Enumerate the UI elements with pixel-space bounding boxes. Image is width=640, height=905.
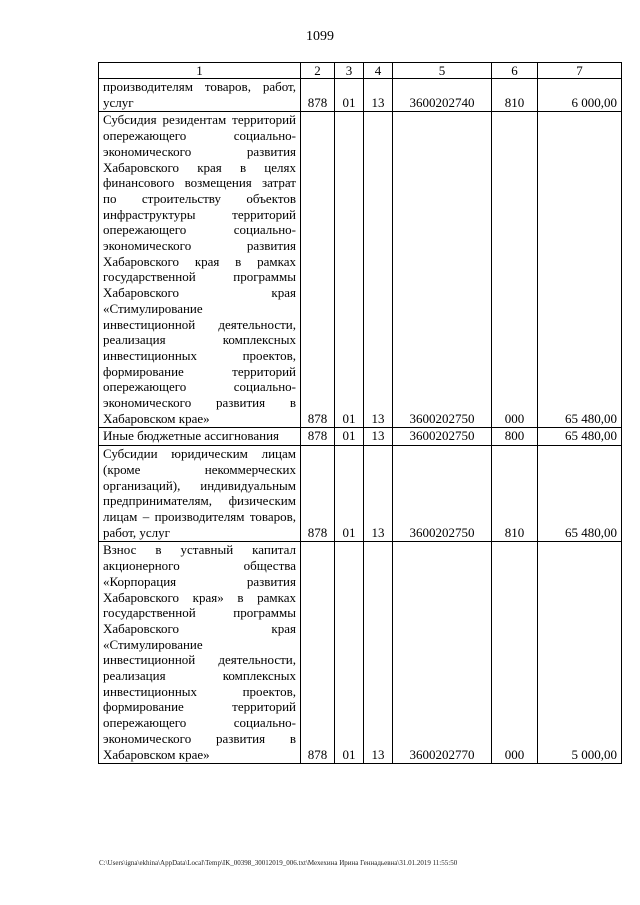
cell-code-6: 000 <box>492 112 538 428</box>
cell-code-5: 3600202770 <box>393 542 492 764</box>
cell-code-4: 13 <box>364 542 393 764</box>
cell-amount: 6 000,00 <box>538 79 622 112</box>
column-header-5: 5 <box>393 63 492 79</box>
table-row <box>99 446 622 542</box>
table-row <box>99 112 622 428</box>
cell-code-2: 878 <box>301 446 335 542</box>
column-header-6: 6 <box>492 63 538 79</box>
cell-code-5: 3600202750 <box>393 112 492 428</box>
cell-code-4: 13 <box>364 428 393 446</box>
cell-code-6: 800 <box>492 428 538 446</box>
cell-code-3: 01 <box>335 428 364 446</box>
column-header-2: 2 <box>301 63 335 79</box>
table-row <box>99 428 622 446</box>
cell-amount: 65 480,00 <box>538 446 622 542</box>
table-row <box>99 79 622 112</box>
cell-code-4: 13 <box>364 79 393 112</box>
cell-code-3: 01 <box>335 446 364 542</box>
header-row <box>99 63 622 79</box>
cell-code-5: 3600202750 <box>393 428 492 446</box>
row-description: Иные бюджетные ассигнования <box>99 428 301 446</box>
cell-code-2: 878 <box>301 79 335 112</box>
cell-code-2: 878 <box>301 428 335 446</box>
cell-code-3: 01 <box>335 542 364 764</box>
row-description: производителям товаров, работ, услуг <box>99 79 301 112</box>
cell-amount: 65 480,00 <box>538 428 622 446</box>
row-description: Субсидии юридическим лицам (кроме некоммерческих организаций), индивидуальным предпринимателям, физическим лицам – производителям товаров, работ, услуг <box>99 446 301 542</box>
cell-code-5: 3600202750 <box>393 446 492 542</box>
cell-amount: 65 480,00 <box>538 112 622 428</box>
cell-code-4: 13 <box>364 446 393 542</box>
column-header-4: 4 <box>364 63 393 79</box>
budget-table <box>98 62 622 764</box>
cell-code-4: 13 <box>364 112 393 428</box>
cell-code-2: 878 <box>301 112 335 428</box>
page-number: 1099 <box>306 29 334 44</box>
cell-code-6: 810 <box>492 79 538 112</box>
row-description: Взнос в уставный капитал акционерного общества «Корпорация развития Хабаровского края» в рамках государственной программы Хабаровского края «Стимулирование инвестиционной деятельности, реализация комплексных инвестиционных проектов, формирование территорий опережающего социально-экономического развития в Хабаровском крае» <box>99 542 301 764</box>
cell-code-6: 810 <box>492 446 538 542</box>
column-header-7: 7 <box>538 63 622 79</box>
column-header-1: 1 <box>99 63 301 79</box>
row-description: Субсидия резидентам территорий опережающего социально-экономического развития Хабаровского края в целях финансового возмещения затрат по строительству объектов инфраструктуры территорий опережающего социально-экономического развития Хабаровского края в рамках государственной программы Хабаровского края «Стимулирование инвестиционной деятельности, реализация комплексных инвестиционных проектов, формирование территорий опережающего социально-экономического развития в Хабаровском крае» <box>99 112 301 428</box>
cell-code-3: 01 <box>335 112 364 428</box>
table-row <box>99 542 622 764</box>
cell-code-5: 3600202740 <box>393 79 492 112</box>
cell-code-3: 01 <box>335 79 364 112</box>
column-header-3: 3 <box>335 63 364 79</box>
cell-code-2: 878 <box>301 542 335 764</box>
cell-code-6: 000 <box>492 542 538 764</box>
cell-amount: 5 000,00 <box>538 542 622 764</box>
file-path-footer: C:\Users\igna\ekhina\AppData\Local\Temp\IK_00398_30012019_006.txt\Мехехина Ирина Геннадьевна\31.01.2019 11:55:50 <box>99 859 458 867</box>
